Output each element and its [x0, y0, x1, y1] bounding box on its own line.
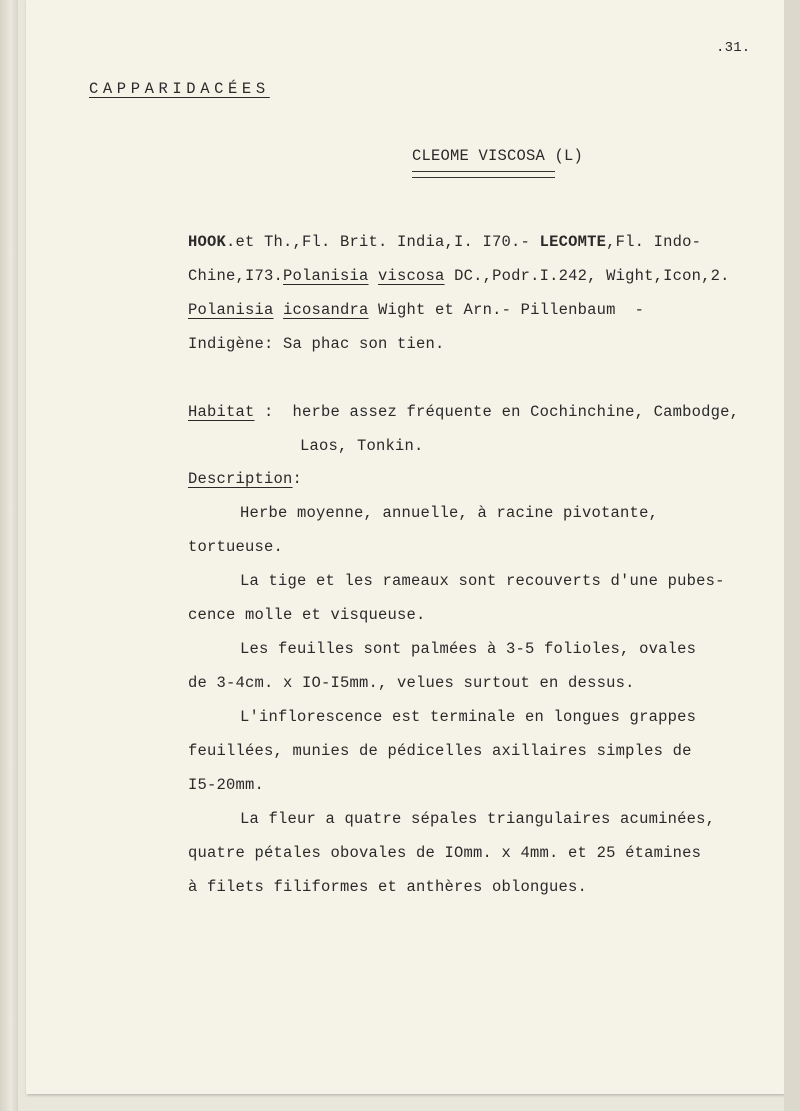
habitat-text: herbe assez fréquente en Cochinchine, Cambodge,	[292, 403, 740, 421]
habitat-separator: :	[254, 403, 293, 421]
ref-text	[369, 267, 379, 285]
reference-line-3	[188, 300, 644, 320]
description-line: cence molle et visqueuse.	[188, 606, 426, 624]
description-line: quatre pétales obovales de IOmm. x 4mm. et 25 étamines	[188, 844, 702, 862]
ref-text: .et Th.,Fl. Brit. India,I. I70.-	[226, 233, 540, 251]
habitat-line-1	[188, 402, 739, 422]
ref-text: Wight et Arn.- Pillenbaum -	[368, 301, 645, 319]
title-double-underline	[412, 171, 555, 178]
description-line: Herbe moyenne, annuelle, à racine pivotante,	[240, 504, 659, 522]
author-lecomte: LECOMTE	[539, 233, 607, 251]
ref-text	[274, 301, 284, 319]
page-edge	[784, 0, 800, 1111]
description-label: Description	[188, 470, 293, 488]
reference-line-2	[188, 266, 730, 286]
synonym-genus: Polanisia	[188, 301, 274, 319]
description-line: de 3-4cm. x IO-I5mm., velues surtout en dessus.	[188, 674, 635, 692]
description-line: L'inflorescence est terminale en longues grappes	[240, 708, 697, 726]
description-line: La fleur a quatre sépales triangulaires acuminées,	[240, 810, 716, 828]
synonym-species: icosandra	[283, 301, 369, 319]
description-line: feuillées, munies de pédicelles axillaires simples de	[188, 742, 692, 760]
vernacular-name: Indigène: Sa phac son tien.	[188, 335, 445, 353]
typed-page	[26, 0, 784, 1094]
synonym-species: viscosa	[378, 267, 445, 285]
description-line: La tige et les rameaux sont recouverts d'une pubes-	[240, 572, 725, 590]
author-hook: HOOK	[188, 233, 227, 251]
synonym-genus: Polanisia	[283, 267, 369, 285]
folio-number: .31.	[716, 40, 751, 56]
description-line: I5-20mm.	[188, 776, 265, 794]
description-line: à filets filiformes et anthères oblongues.	[188, 878, 588, 896]
description-colon: :	[292, 470, 303, 488]
habitat-line-2: Laos, Tonkin.	[300, 437, 424, 455]
reference-line-1	[188, 232, 701, 252]
description-heading	[188, 469, 302, 489]
description-line: tortueuse.	[188, 538, 284, 556]
habitat-label: Habitat	[188, 403, 255, 421]
ref-text: Chine,I73.	[188, 267, 284, 285]
section-heading: CAPPARIDACÉES	[89, 80, 270, 98]
ref-text: ,Fl. Indo-	[606, 233, 702, 251]
binding-edge	[0, 0, 18, 1111]
description-line: Les feuilles sont palmées à 3-5 folioles, ovales	[240, 640, 697, 658]
ref-text: DC.,Podr.I.242, Wight,Icon,2.	[444, 267, 730, 285]
species-title: CLEOME VISCOSA (L)	[412, 147, 584, 165]
